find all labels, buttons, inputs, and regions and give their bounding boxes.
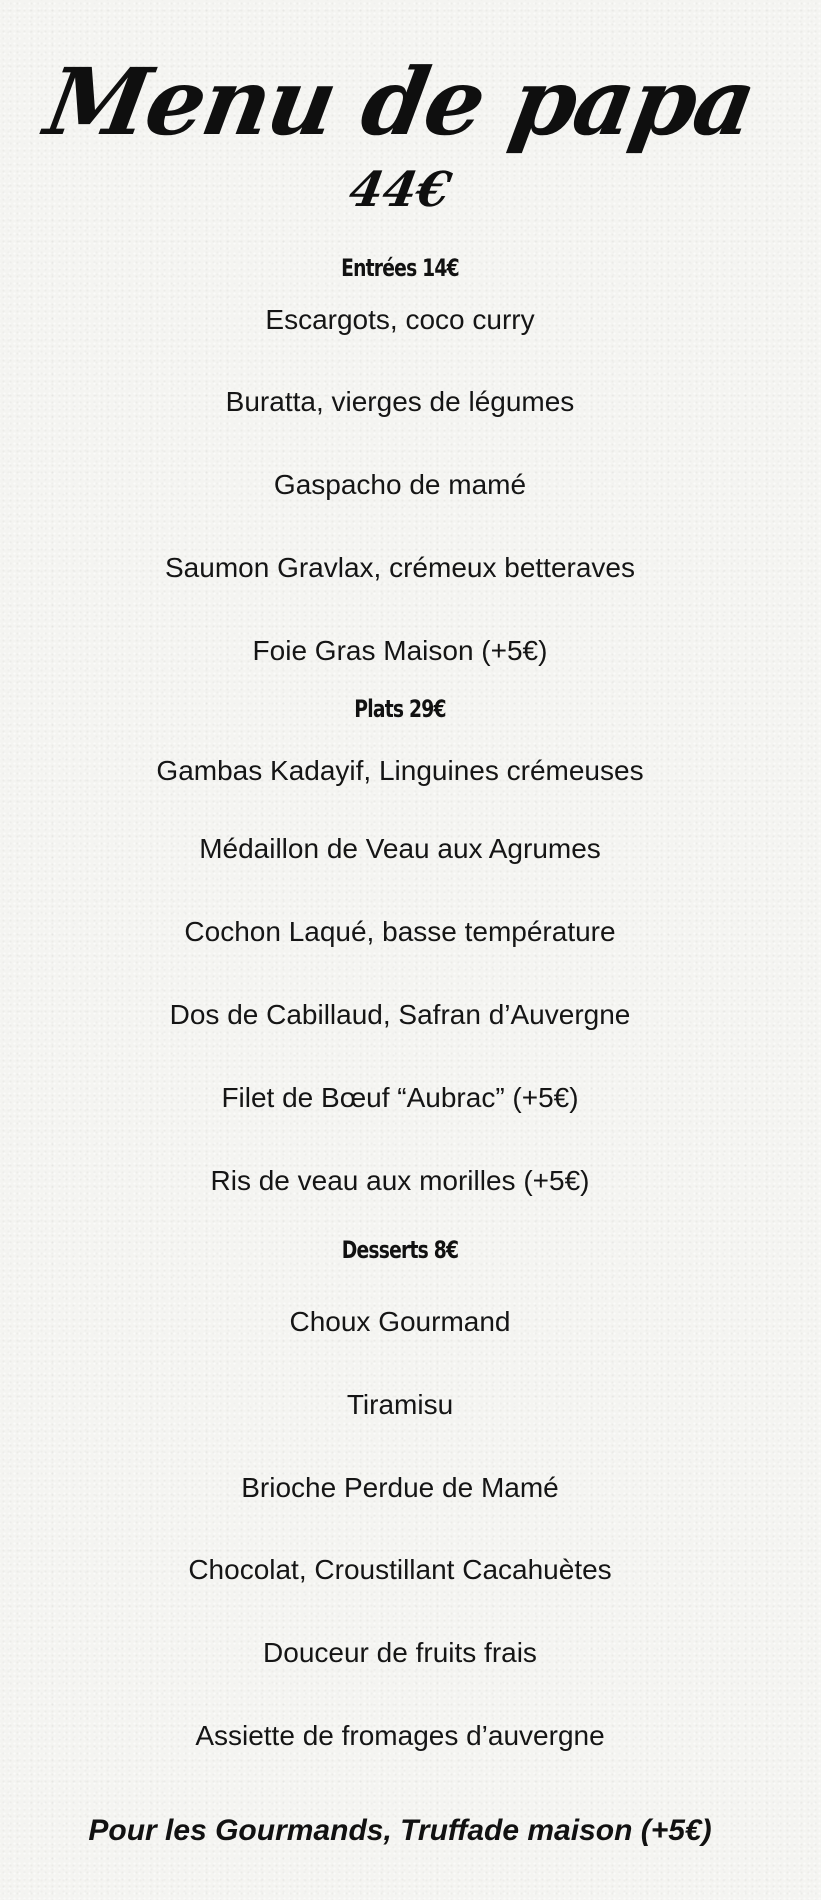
footer-note: Pour les Gourmands, Truffade maison (+5€) (88, 1814, 712, 1847)
dish-item: Choux Gourmand (289, 1306, 511, 1337)
dish-item: Ris de veau aux morilles (+5€) (210, 1165, 590, 1196)
dish-item: Gaspacho de mamé (273, 469, 527, 500)
dish-item: Brioche Perdue de Mamé (241, 1472, 559, 1503)
menu-title: Menu de papa (37, 48, 762, 156)
menu-price: 44€ (344, 162, 456, 218)
section-heading-plats: Plats 29€ (354, 695, 446, 723)
dish-item: Tiramisu (346, 1389, 454, 1420)
dish-item: Escargots, coco curry (265, 304, 535, 335)
dish-item: Chocolat, Croustillant Cacahuètes (188, 1554, 612, 1585)
section-heading-desserts: Desserts 8€ (341, 1236, 459, 1264)
dish-item: Douceur de fruits frais (263, 1637, 537, 1668)
dish-item: Dos de Cabillaud, Safran d’Auvergne (169, 999, 631, 1030)
dish-item: Assiette de fromages d’auvergne (195, 1720, 605, 1751)
dish-item: Buratta, vierges de légumes (225, 386, 575, 417)
dish-item: Foie Gras Maison (+5€) (252, 635, 548, 666)
section-heading-entrees: Entrées 14€ (341, 254, 459, 282)
dish-item: Gambas Kadayif, Linguines crémeuses (156, 755, 644, 786)
dish-item: Médaillon de Veau aux Agrumes (199, 833, 601, 864)
dish-item: Filet de Bœuf “Aubrac” (+5€) (221, 1082, 579, 1113)
dish-item: Saumon Gravlax, crémeux betteraves (165, 552, 635, 583)
dish-item: Cochon Laqué, basse température (184, 916, 616, 947)
